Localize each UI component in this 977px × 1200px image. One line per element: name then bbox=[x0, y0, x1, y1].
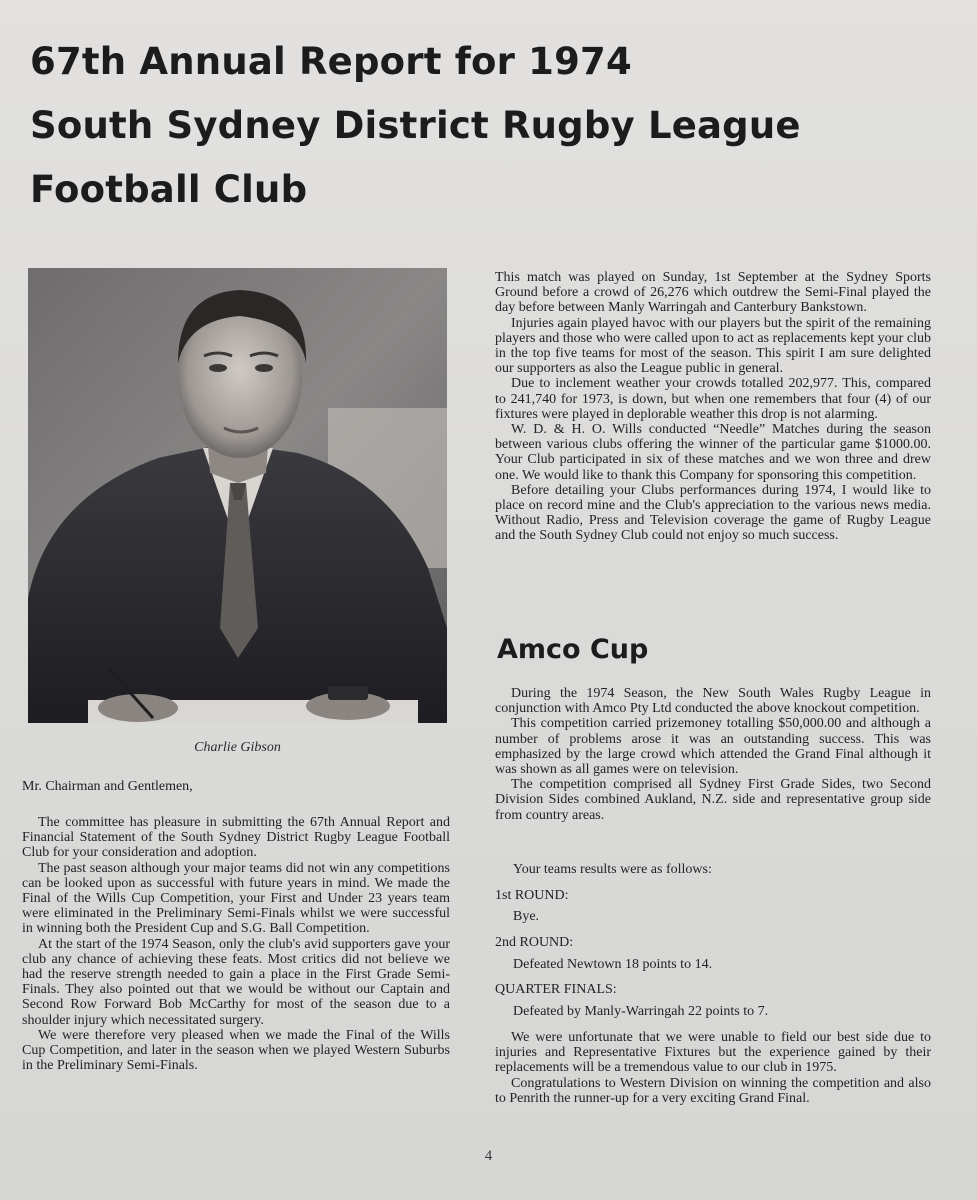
closing-text bbox=[495, 1030, 931, 1106]
paragraph: Congratulations to Western Division on winning the competition and also to Penrith the runner-up for a very exciting Grand Final. bbox=[495, 1075, 931, 1106]
round-result: Defeated by Manly-Warringah 22 points to 7. bbox=[513, 1004, 769, 1019]
paragraph: At the start of the 1974 Season, only the club's avid supporters gave your club any chance of achieving these feats. Most critics did not believe we had the reserve strength needed to gain a place in the First Grade Semi-Finals. They also pointed out that we would be without our Captain and Second Row Forward Bob McCarthy for most of the season due to a shoulder injury which necessitated surgery. bbox=[22, 936, 450, 1028]
results-intro: Your teams results were as follows: bbox=[513, 862, 712, 877]
section-heading-amco-cup: Amco Cup bbox=[497, 634, 649, 665]
paragraph: This competition carried prizemoney totalling $50,000.00 and although a number of problems arose it was an outstanding success. This was emphasized by the large crowd which attended the Grand Final although it was shown as all games were on television. bbox=[495, 716, 931, 778]
paragraph: During the 1974 Season, the New South Wales Rugby League in conjunction with Amco Pty Ltd conducted the above knockout competition. bbox=[495, 686, 931, 717]
title-line-2: South Sydney District Rugby League bbox=[30, 104, 801, 147]
salutation: Mr. Chairman and Gentlemen, bbox=[22, 779, 193, 794]
round-label: 1st ROUND: bbox=[495, 888, 569, 903]
paragraph: The competition comprised all Sydney First Grade Sides, two Second Division Sides combined Aukland, N.Z. side and representative group side from country areas. bbox=[495, 777, 931, 823]
round-label: QUARTER FINALS: bbox=[495, 982, 617, 997]
photo-caption: Charlie Gibson bbox=[194, 740, 281, 755]
round-label: 2nd ROUND: bbox=[495, 935, 574, 950]
paragraph: This match was played on Sunday, 1st September at the Sydney Sports Ground before a crowd of 26,276 which outdrew the Semi-Final played the day before between Manly Warringah and Canterbury Bankstown. bbox=[495, 270, 931, 316]
round-result: Bye. bbox=[513, 909, 540, 924]
amco-cup-text bbox=[495, 686, 931, 823]
paragraph: Due to inclement weather your crowds totalled 202,977. This, compared to 241,740 for 1973, is down, but when one remembers that four (4) of our fixtures were played in deplorable weather this drop is not alarming. bbox=[495, 376, 931, 422]
paragraph: W. D. & H. O. Wills conducted “Needle” Matches during the season between various clubs offering the winner of the particular game $1000.00. Your Club participated in six of these matches and we won three and drew one. We would like to thank this Company for sponsoring this competition. bbox=[495, 422, 931, 483]
title-line-1: 67th Annual Report for 1974 bbox=[30, 40, 632, 83]
right-column-text bbox=[495, 270, 931, 544]
portrait-photo bbox=[28, 268, 447, 723]
page-number: 4 bbox=[484, 1148, 493, 1164]
left-column-text bbox=[22, 815, 450, 1073]
report-title bbox=[30, 30, 930, 222]
paragraph: We were therefore very pleased when we made the Final of the Wills Cup Competition, and later in the season when we played Western Suburbs in the Preliminary Semi-Finals. bbox=[22, 1027, 450, 1074]
round-result: Defeated Newtown 18 points to 14. bbox=[513, 957, 713, 972]
paragraph: The committee has pleasure in submitting the 67th Annual Report and Financial Statement of the South Sydney District Rugby League Football Club for your consideration and adoption. bbox=[22, 815, 450, 861]
paragraph: We were unfortunate that we were unable to field our best side due to injuries and Representative Fixtures but the experience gained by their replacements will be a tremendous value to our club in 1975. bbox=[495, 1030, 931, 1076]
paragraph: Injuries again played havoc with our players but the spirit of the remaining players and those who were called upon to act as replacements kept your club in the top five teams for most of the season. This spirit I am sure delighted our supporters as also the League public in general. bbox=[495, 315, 931, 377]
paragraph: The past season although your major teams did not win any competitions can be looked upon as successful with future years in mind. We made the Final of the Wills Cup Competition, your First and Under 23 years team were eliminated in the Preliminary Semi-Finals whilst we were successful in winning both the President Cup and S.G. Ball Competition. bbox=[22, 860, 450, 937]
title-line-3: Football Club bbox=[30, 168, 308, 211]
paragraph: Before detailing your Clubs performances during 1974, I would like to place on record mine and the Club's appreciation to the various news media. Without Radio, Press and Television coverage the game of Rugby League and the South Sydney Club could not enjoy so much success. bbox=[495, 482, 931, 544]
